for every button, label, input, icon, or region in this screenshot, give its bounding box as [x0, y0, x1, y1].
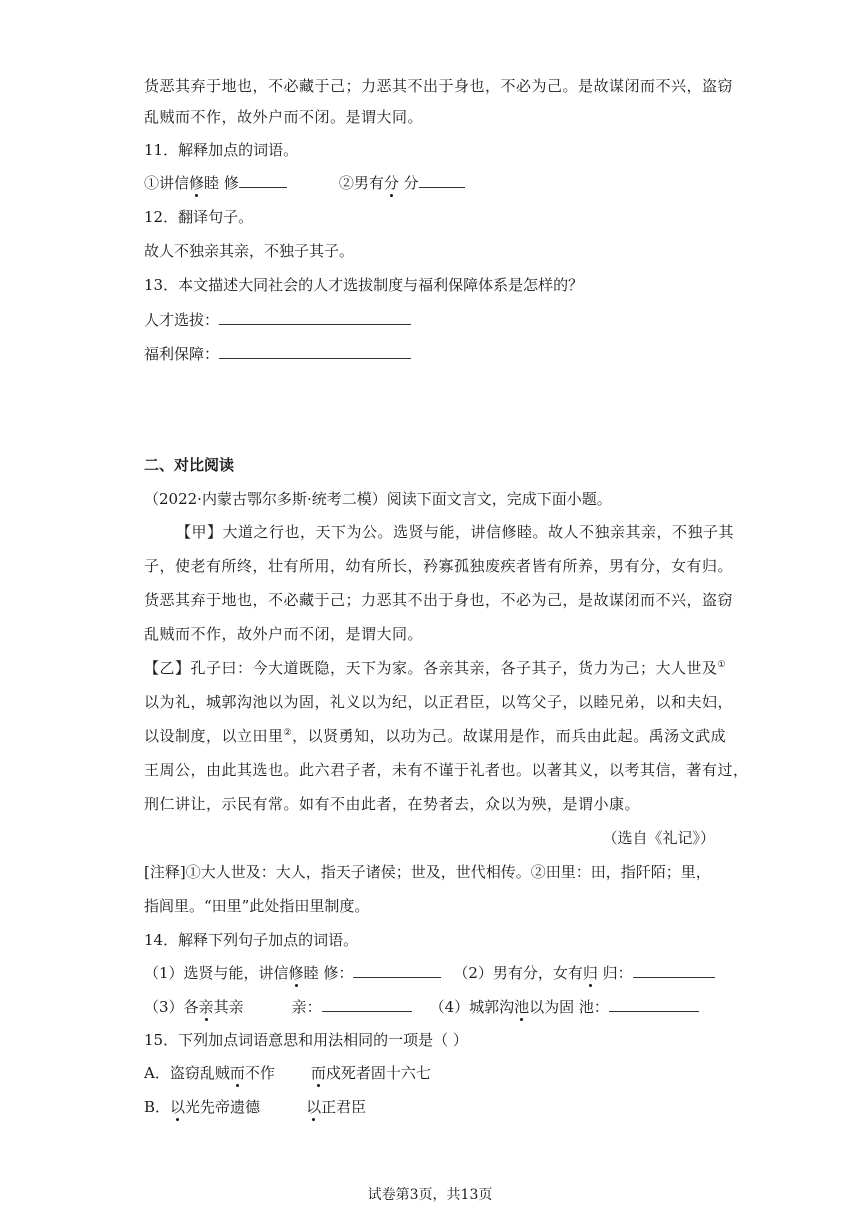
answer-blank[interactable] — [219, 310, 411, 325]
question-15-stem: 15．下列加点词语意思和用法相同的一项是（ ） — [144, 1031, 468, 1049]
passage-source: （选自《礼记》） — [602, 829, 715, 847]
dotted-word: 修 — [288, 964, 304, 982]
dotted-word: 分 — [383, 174, 399, 192]
passage-line: 乱贼而不作，故外户而不闭。是谓大同。 — [144, 108, 424, 126]
passage-yi-line: 以为礼，城郭沟池以为固，礼义以为纪，以正君臣，以笃父子，以睦兄弟，以和夫妇， — [144, 693, 734, 711]
notes-line: 指闾里。“田里”此处指田里制度。 — [144, 897, 370, 915]
section-heading: 二、对比阅读 — [144, 456, 235, 474]
dotted-word: 归 — [582, 964, 598, 982]
passage-jia-line: 乱贼而不作，故外户而不闭，是谓大同。 — [144, 625, 424, 643]
question-11-items: ①讲信修睦 修 ②男有分 分 — [144, 173, 465, 193]
dotted-word: 而 — [310, 1064, 326, 1082]
question-12-sentence: 故人不独亲其亲，不独子其子。 — [144, 242, 355, 260]
passage-yi-line: 刑仁讲让，示民有常。如有不由此者，在势者去，众以为殃，是谓小康。 — [144, 795, 641, 813]
question-14-row: （1）选贤与能，讲信修睦 修： （2）男有分，女有归 归： — [144, 963, 715, 983]
passage-jia-line: 货恶其弃于地也，不必藏于己；力恶其不出于身也，不必为己，是故谋闭而不兴，盗窃 — [144, 591, 734, 609]
answer-blank[interactable] — [219, 344, 411, 359]
answer-blank[interactable] — [322, 997, 412, 1012]
answer-blank[interactable] — [609, 997, 699, 1012]
passage-yi-line: 以设制度，以立田里②，以贤勇知，以功为己。故谋用是作，而兵由此起。禹汤文武成 — [144, 727, 727, 745]
footnote-mark: ① — [717, 660, 727, 670]
notes-line: [注释]①大人世及：大人，指天子诸侯；世及，世代相传。②田里：田，指阡陌；里， — [144, 863, 711, 881]
question-13-talent: 人才选拔： — [144, 310, 411, 330]
page-footer: 试卷第3页，共13页 — [367, 1187, 493, 1203]
question-14-row: （3）各亲其亲 亲： （4）城郭沟池以为固 池： — [144, 997, 699, 1017]
answer-blank[interactable] — [633, 963, 715, 978]
answer-blank[interactable] — [419, 173, 465, 188]
section-source: （2022·内蒙古鄂尔多斯·统考二模）阅读下面文言文，完成下面小题。 — [144, 490, 612, 508]
dotted-word: 以 — [170, 1098, 186, 1116]
footnote-mark: ② — [283, 728, 293, 738]
dotted-word: 亲 — [198, 998, 214, 1016]
dotted-word: 池 — [514, 998, 530, 1016]
question-14-stem: 14．解释下列句子加点的词语。 — [144, 931, 359, 949]
passage-line: 货恶其弃于地也，不必藏于己；力恶其不出于身也，不必为己。是故谋闭而不兴，盗窃 — [144, 77, 734, 95]
dotted-word: 以 — [306, 1098, 322, 1116]
passage-jia-line: 【甲】大道之行也，天下为公。选贤与能，讲信修睦。故人不独亲其亲，不独子其 — [176, 523, 735, 541]
question-11-stem: 11．解释加点的词语。 — [144, 141, 299, 159]
question-13-welfare: 福利保障： — [144, 344, 411, 364]
question-13-stem: 13．本文描述大同社会的人才选拔制度与福利保障体系是怎样的？ — [144, 276, 584, 294]
passage-yi-line: 王周公，由此其选也。此六君子者，未有不谨于礼者也。以著其义，以考其信，著有过， — [144, 761, 749, 779]
dotted-word: 而 — [229, 1064, 245, 1082]
answer-blank[interactable] — [353, 963, 441, 978]
passage-jia-line: 子，使老有所终，壮有所用，幼有所长，矜寡孤独废疾者皆有所养，男有分，女有归。 — [144, 557, 734, 575]
dotted-word: 修 — [189, 174, 205, 192]
passage-yi-line: 【乙】孔子曰：今大道既隐，天下为家。各亲其亲，各子其子，货力为己；大人世及① — [144, 659, 727, 677]
answer-blank[interactable] — [239, 173, 287, 188]
question-15-option-b[interactable]: B．以光先帝遗德 以正君臣 — [144, 1098, 367, 1116]
question-12-stem: 12．翻译句子。 — [144, 208, 254, 226]
question-15-option-a[interactable]: A．盗窃乱贼而不作 而戍死者固十六七 — [144, 1064, 431, 1082]
